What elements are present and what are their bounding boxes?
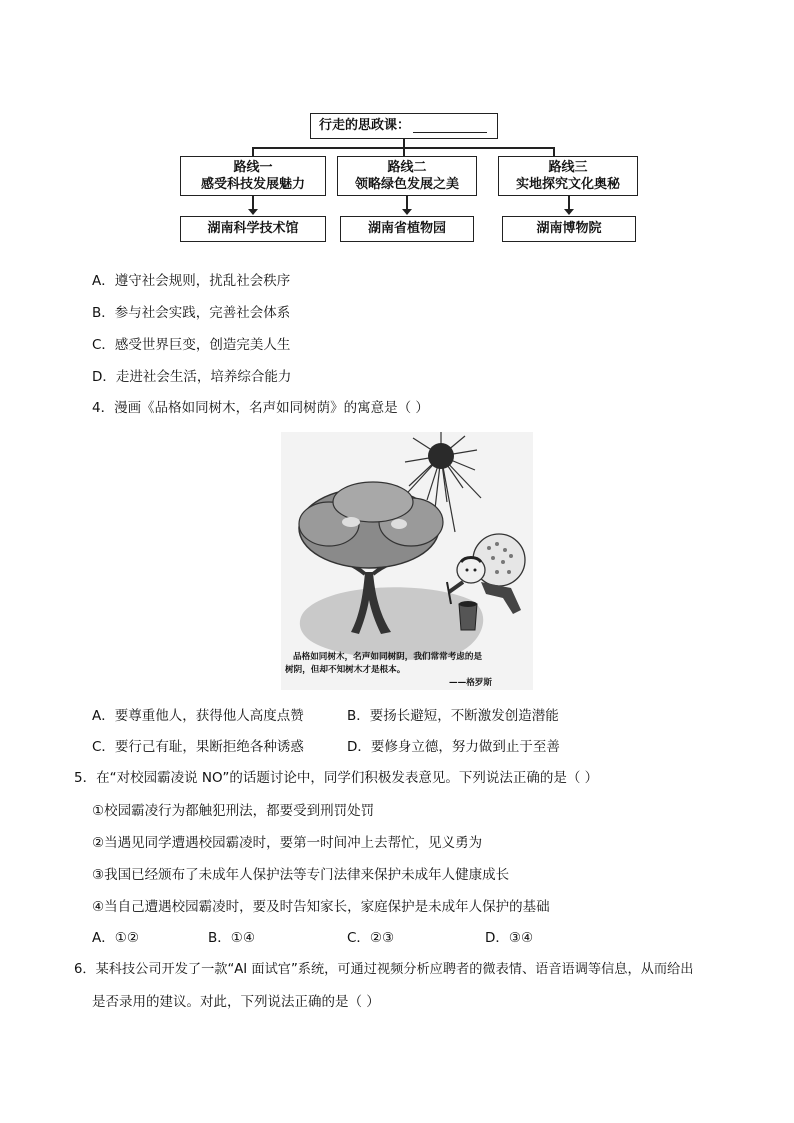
cartoon-caption-line-2: 树阴，但却不知树木才是根本。 [285,665,406,675]
cartoon-image [281,432,533,690]
route-box-1 [180,156,326,196]
q3-option-b: B．参与社会实践，完善社会体系 [92,305,291,321]
arrow-2-head [402,209,412,215]
cartoon-caption-line-1: 品格如同树木，名声如同树阴，我们常常考虑的是 [293,652,483,662]
q5-option-b: B．①④ [208,930,255,946]
connector-right-drop [553,147,555,156]
connector-left-drop [252,147,254,156]
q5-statement-3: ③我国已经颁布了未成年人保护法等专门法律来保护未成年人健康成长 [92,867,510,883]
q4-option-d: D．要修身立德，努力做到止于至善 [347,739,560,755]
place-2-label: 湖南省植物园 [367,221,446,236]
q5-option-d: D．③④ [485,930,534,946]
arrow-3-head [564,209,574,215]
diagram-title: 行走的思政课： [319,118,411,133]
place-box-1 [180,216,326,242]
place-1-label: 湖南科学技术馆 [207,221,299,236]
arrow-1-head [248,209,258,215]
q5-statement-2: ②当遇见同学遭遇校园霸凌时，要第一时间冲上去帮忙，见义勇为 [92,835,483,851]
q4-option-a: A．要尊重他人，获得他人高度点赞 [92,708,304,724]
q3-option-d: D．走进社会生活，培养综合能力 [92,369,292,385]
diagram-title-box [310,113,498,139]
route-box-3 [498,156,638,196]
connector-horizontal [252,147,554,149]
sun-icon [428,443,454,469]
place-box-2 [340,216,474,242]
q4-stem: 4．漫画《品格如同树木，名声如同树荫》的寓意是（ ） [92,400,429,416]
route-2-name: 路线二 [387,160,427,175]
q3-option-c: C．感受世界巨变，创造完美人生 [92,337,291,353]
route-1-name: 路线一 [233,160,273,175]
place-3-label: 湖南博物院 [536,221,602,236]
q4-option-c: C．要行己有耻，果断拒绝各种诱惑 [92,739,304,755]
route-2-theme: 领略绿色发展之美 [354,177,459,192]
title-blank-underline [413,132,487,133]
route-3-theme: 实地探究文化奥秘 [515,177,620,192]
q5-stem: 5．在“对校园霸凌说 NO”的话题讨论中，同学们积极发表意见。下列说法正确的是（ ） [74,770,599,786]
q6-stem-line-1: 6．某科技公司开发了一款“AI 面试官”系统，可通过视频分析应聘者的微表情、语音语调等信息，从而给出 [74,962,694,977]
route-box-2 [337,156,477,196]
cartoon-author: ——格罗斯 [449,678,492,688]
place-box-3 [502,216,636,242]
q5-statement-4: ④当自己遭遇校园霸凌时，要及时告知家长，家庭保护是未成年人保护的基础 [92,899,550,915]
q6-stem-line-2: 是否录用的建议。对此，下列说法正确的是（ ） [92,994,380,1010]
q3-option-a: A．遵守社会规则，扰乱社会秩序 [92,273,291,289]
q5-option-a: A．①② [92,930,139,946]
q5-option-c: C．②③ [347,930,395,946]
route-1-theme: 感受科技发展魅力 [200,177,305,192]
q4-option-b: B．要扬长避短，不断激发创造潜能 [347,708,559,724]
route-3-name: 路线三 [548,160,588,175]
q5-statement-1: ①校园霸凌行为都触犯刑法，都要受到刑罚处罚 [92,803,375,819]
